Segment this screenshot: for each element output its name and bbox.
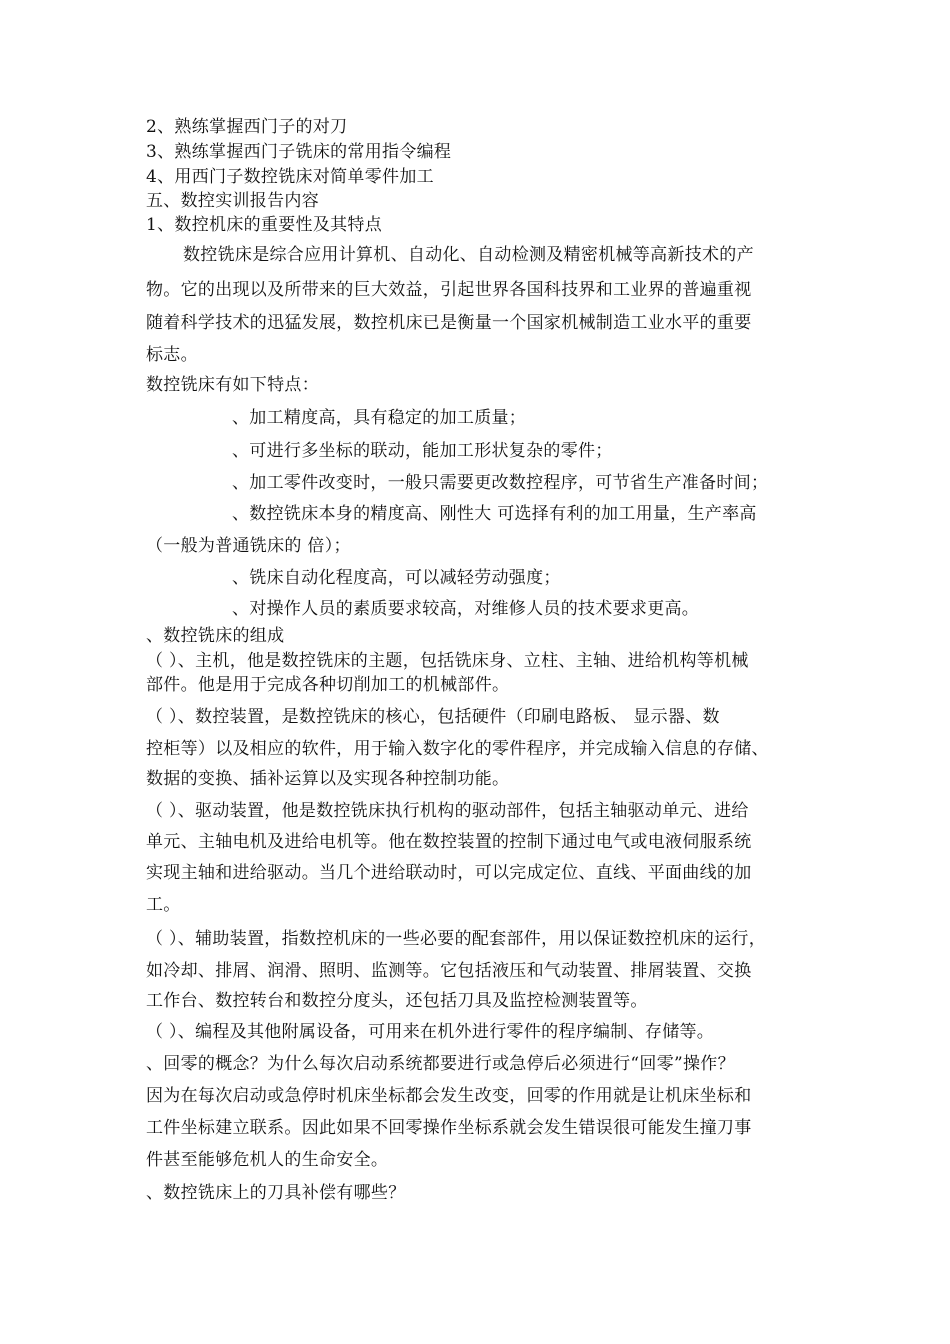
text-line: 3、熟练掌握西门子铣床的常用指令编程 (146, 142, 452, 162)
feature-item: 、加工精度高，具有稳定的加工质量； (232, 408, 527, 428)
paragraph-line: 件甚至能够危机人的生命安全。 (146, 1150, 389, 1170)
paragraph-line: 部件。他是用于完成各种切削加工的机械部件。 (146, 675, 510, 695)
paragraph-line: （ ）、编程及其他附属设备，可用来在机外进行零件的程序编制、存储等。 (146, 1022, 715, 1042)
paragraph-line: 标志。 (146, 345, 198, 365)
paragraph-line: （ ）、辅助装置，指数控机床的一些必要的配套部件，用以保证数控机床的运行， (146, 929, 767, 949)
paragraph-line: 因为在每次启动或急停时机床坐标都会发生改变，回零的作用就是让机床坐标和 (146, 1086, 752, 1106)
paragraph-line: 数控铣床是综合应用计算机、自动化、自动检测及精密机械等高新技术的产 (183, 245, 754, 265)
section-heading: 五、数控实训报告内容 (146, 191, 319, 211)
subsection-heading: 1、数控机床的重要性及其特点 (146, 215, 383, 235)
text-line: 2、熟练掌握西门子的对刀 (146, 117, 348, 137)
paragraph-line: （ ）、驱动装置，他是数控铣床执行机构的驱动部件，包括主轴驱动单元、进给 (146, 801, 749, 821)
question-heading: 、数控铣床上的刀具补偿有哪些？ (146, 1183, 406, 1203)
paragraph-line: 数控铣床有如下特点： (146, 375, 319, 395)
feature-item: 、可进行多坐标的联动，能加工形状复杂的零件； (232, 441, 613, 461)
subsection-heading: 、数控铣床的组成 (146, 626, 285, 646)
feature-item: 、数控铣床本身的精度高、刚性大 可选择有利的加工用量，生产率高 (232, 504, 757, 524)
paragraph-line: 控柜等）以及相应的软件，用于输入数字化的零件程序，并完成输入信息的存储、 (146, 739, 769, 759)
paragraph-line: 数据的变换、插补运算以及实现各种控制功能。 (146, 769, 510, 789)
feature-item: 、对操作人员的素质要求较高，对维修人员的技术要求更高。 (232, 599, 700, 619)
question-heading: 、回零的概念？为什么每次启动系统都要进行或急停后必须进行“回零”操作？ (146, 1054, 735, 1074)
feature-item-continued: （一般为普通铣床的 倍）； (146, 536, 351, 556)
paragraph-line: 随着科学技术的迅猛发展，数控机床已是衡量一个国家机械制造工业水平的重要 (146, 313, 752, 333)
paragraph-line: 单元、主轴电机及进给电机等。他在数控装置的控制下通过电气或电液伺服系统 (146, 832, 752, 852)
paragraph-line: 如冷却、排屑、润滑、照明、监测等。它包括液压和气动装置、排屑装置、交换 (146, 961, 752, 981)
paragraph-line: 实现主轴和进给驱动。当几个进给联动时，可以完成定位、直线、平面曲线的加 (146, 863, 752, 883)
paragraph-line: 物。它的出现以及所带来的巨大效益，引起世界各国科技界和工业界的普遍重视 (146, 280, 752, 300)
feature-item: 、加工零件改变时，一般只需要更改数控程序，可节省生产准备时间； (232, 473, 769, 493)
paragraph-line: （ ）、主机，他是数控铣床的主题，包括铣床身、立柱、主轴、进给机构等机械 (146, 651, 749, 671)
feature-item: 、铣床自动化程度高，可以减轻劳动强度； (232, 568, 561, 588)
paragraph-line: 工件坐标建立联系。因此如果不回零操作坐标系就会发生错误很可能发生撞刀事 (146, 1118, 752, 1138)
paragraph-line: 工作台、数控转台和数控分度头，还包括刀具及监控检测装置等。 (146, 991, 648, 1011)
paragraph-line: （ ）、数控装置，是数控铣床的核心，包括硬件（印刷电路板、 显示器、数 (146, 707, 720, 727)
text-line: 4、用西门子数控铣床对简单零件加工 (146, 167, 434, 187)
paragraph-line: 工。 (146, 895, 181, 915)
